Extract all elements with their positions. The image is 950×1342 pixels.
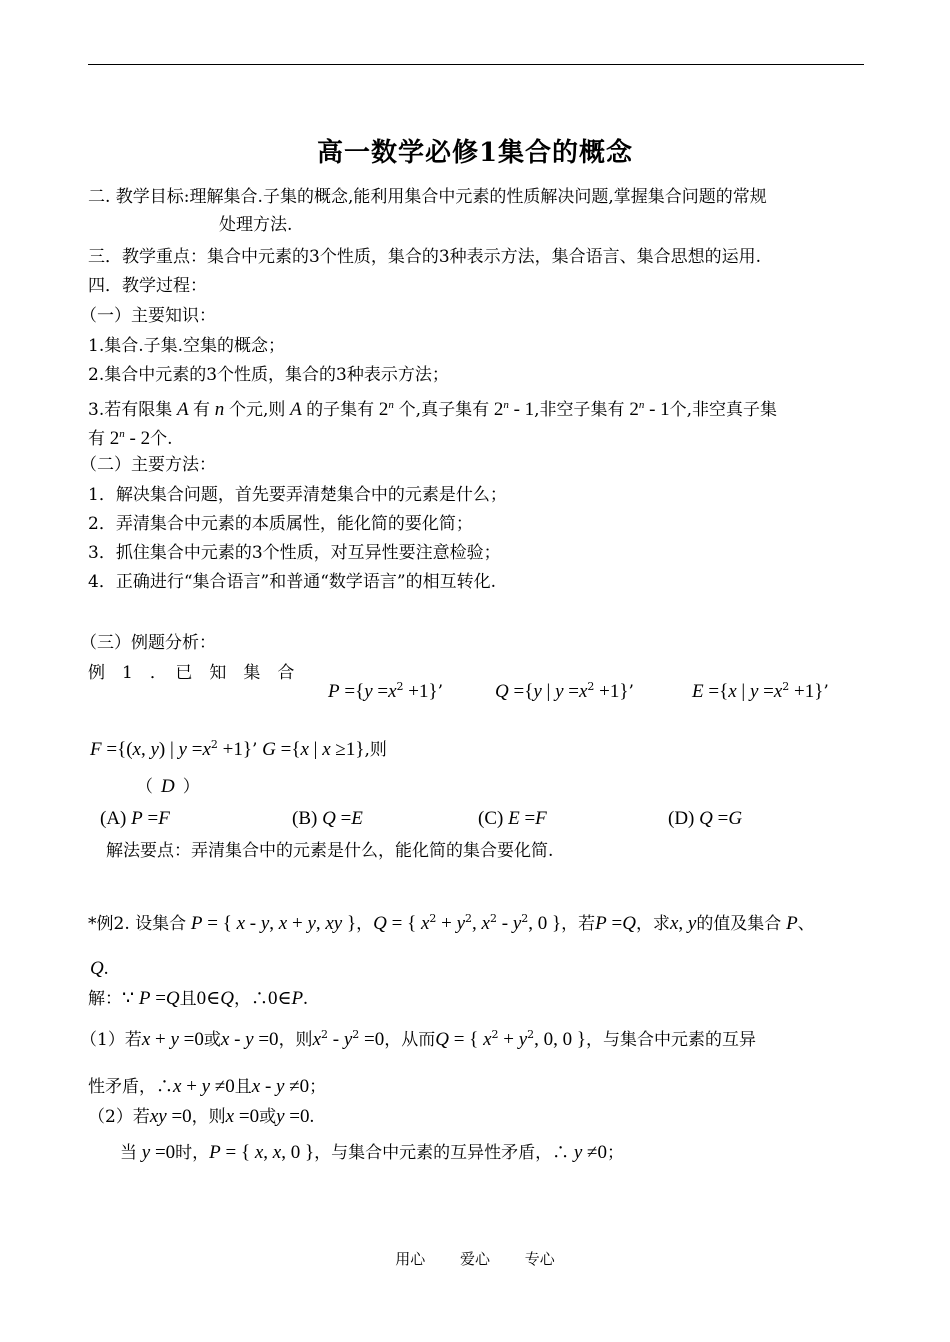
examples-heading: （三）例题分析： — [80, 633, 216, 653]
solution-start: 解：∵ P =Q且0∈Q，∴0∈P. — [88, 988, 308, 1009]
page-footer — [0, 1248, 950, 1269]
page-title: 高一数学必修1集合的概念 — [316, 138, 634, 168]
set-Q: Q ={y | $y =x^2 +1$}’ — [495, 680, 634, 702]
knowledge-item-3-cont: 有 2$^n$ - 2个. — [88, 428, 173, 449]
example-1-tip: 解法要点：弄清集合中的元素是什么，能化简的集合要化简. — [106, 841, 554, 861]
teaching-goal-cont: 处理方法. — [219, 215, 293, 235]
example-1-intro: 例 1 ． 已 知 集 合 — [88, 663, 295, 683]
footer-word-1: 用心 — [395, 1250, 426, 1268]
method-item-1: 1．解决集合问题，首先要弄清楚集合中的元素是什么； — [88, 485, 507, 505]
teaching-process: 四．教学过程： — [88, 276, 207, 296]
option-A: (A) P =F — [100, 808, 170, 829]
method-item-2: 2．弄清集合中元素的本质属性，能化简的要化简； — [88, 514, 473, 534]
option-B: (B) Q =E — [292, 808, 363, 829]
option-D: (D) Q =G — [668, 808, 743, 829]
header-rule — [88, 64, 864, 65]
solution-case-1: （1）若x + y =0或x - y =0，则$x^2 - y^2 =0$，从而Q = { $x^2 + y^2$, 0, 0 }，与集合中元素的互异 — [80, 1028, 757, 1050]
footer-word-3: 专心 — [524, 1250, 555, 1268]
answer-choice: D — [161, 776, 175, 797]
teaching-goal — [88, 184, 767, 210]
knowledge-item-1: 1.集合.子集.空集的概念； — [88, 336, 286, 356]
example-2-intro: *例2. 设集合 P = { x - y, x + y, xy }，Q = { $x^2 + y^2$, $x^2 - y^2$, 0 }，若P =Q，求x, y的值及集合 P、 — [88, 912, 815, 934]
set-P: $P =\{y =x^2 +1\}$’ — [328, 680, 444, 702]
methods-heading: （二）主要方法： — [80, 455, 216, 475]
sets-F-G: F ={(x, y) | $y =x^2 +1$}’ G ={x | x ≥1},则 — [90, 738, 387, 760]
solution-case-2: （2）若xy =0，则x =0或y =0. — [88, 1106, 315, 1127]
set-E: E ={x | $y =x^2 +1$}’ — [692, 680, 829, 702]
knowledge-item-2: 2.集合中元素的3个性质，集合的3种表示方法； — [88, 365, 449, 385]
option-C: (C) E =F — [478, 808, 547, 829]
method-item-4: 4．正确进行“集合语言”和普通“数学语言”的相互转化. — [88, 572, 496, 592]
example-1-answer: （ D ） — [136, 776, 200, 797]
solution-case-1-cont: 性矛盾，∴x + y ≠0且x - y ≠0； — [88, 1076, 327, 1097]
knowledge-heading: （一）主要知识： — [80, 306, 216, 326]
teaching-focus: 三．教学重点：集合中元素的3个性质，集合的3种表示方法，集合语言、集合思想的运用. — [88, 247, 762, 267]
example-2-cont: Q. — [90, 958, 109, 979]
goal-label: 二. 教学目标: — [88, 187, 190, 207]
knowledge-item-3: 3.若有限集 A 有 n 个元,则 A 的子集有 2$^n$ 个,真子集有 2$^n$ - 1,非空子集有 2$^n$ - 1个,非空真子集 — [88, 399, 778, 420]
method-item-3: 3．抓住集合中元素的3个性质，对互异性要注意检验； — [88, 543, 501, 563]
goal-text: 理解集合.子集的概念,能利用集合中元素的性质解决问题,掌握集合问题的常规 — [189, 187, 767, 207]
solution-case-3: 当 y =0时，P = { x, x, 0 }，与集合中元素的互异性矛盾，∴ y ≠0； — [120, 1142, 624, 1163]
footer-word-2: 爱心 — [459, 1250, 490, 1268]
